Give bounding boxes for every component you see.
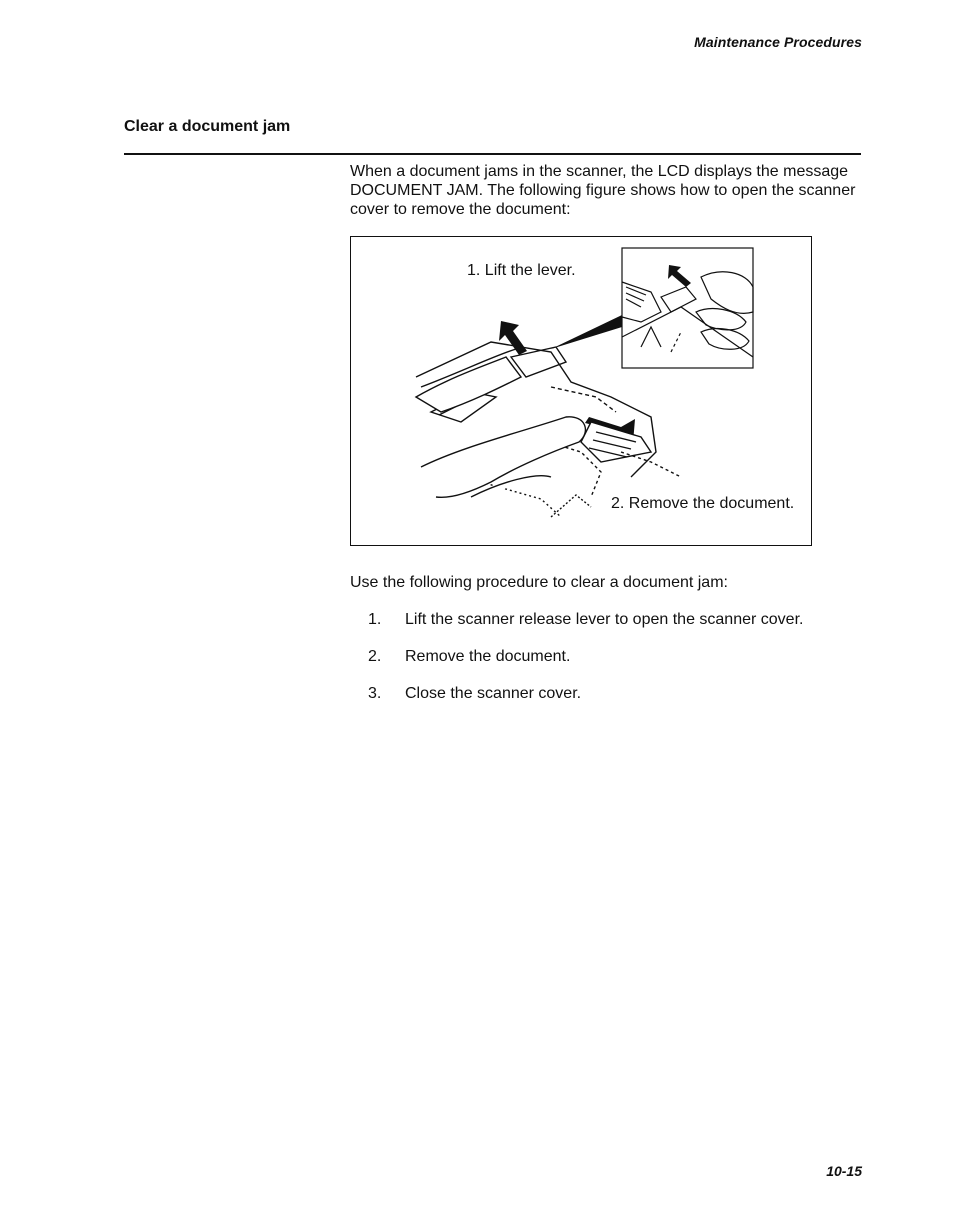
- step-number: 2.: [368, 648, 382, 665]
- callout-pointer: [551, 315, 622, 349]
- step-number: 1.: [368, 611, 382, 628]
- step-text: Lift the scanner release lever to open the scanner cover.: [405, 611, 804, 628]
- inset-detail: [622, 248, 753, 368]
- section-divider: [124, 153, 861, 155]
- step-text: Remove the document.: [405, 648, 571, 665]
- step-text: Close the scanner cover.: [405, 685, 582, 702]
- callout-remove-document: 2. Remove the document.: [611, 495, 795, 512]
- procedure-steps: [368, 611, 888, 722]
- scanner-illustration: [350, 236, 812, 546]
- hands: [416, 357, 585, 497]
- list-item: [368, 611, 888, 648]
- intro-paragraph: When a document jams in the scanner, the LCD displays the message DOCUMENT JAM. The following figure shows how to open the scanner cover to remove the document:: [350, 163, 856, 218]
- procedure-intro: Use the following procedure to clear a document jam:: [350, 574, 728, 591]
- callout-lift-lever: 1. Lift the lever.: [467, 262, 576, 279]
- page-number: 10-15: [826, 1163, 862, 1179]
- step-number: 3.: [368, 685, 382, 702]
- list-item: [368, 685, 888, 722]
- section-title: Clear a document jam: [124, 118, 291, 135]
- running-header: Maintenance Procedures: [694, 34, 862, 50]
- list-item: [368, 648, 888, 685]
